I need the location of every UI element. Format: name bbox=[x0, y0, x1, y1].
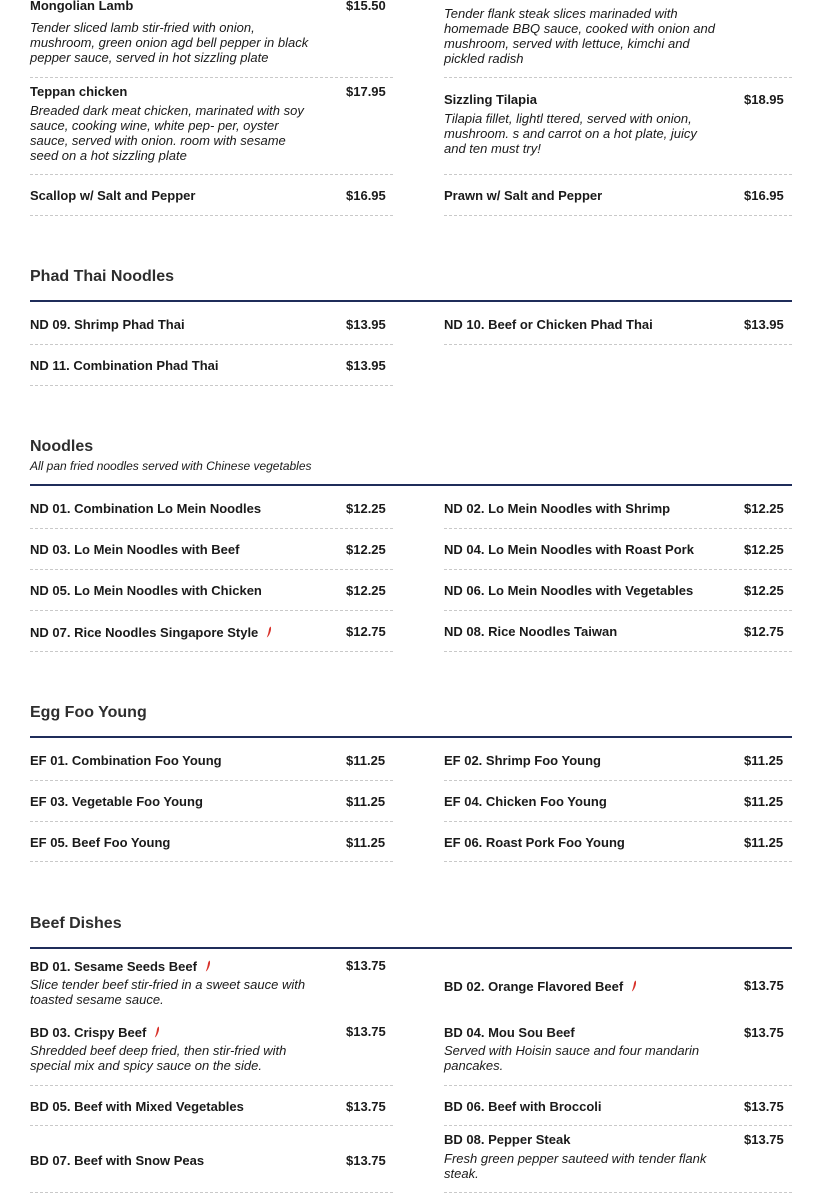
menu-item-sizzling-tilapia bbox=[444, 78, 792, 175]
item-price: $13.75 bbox=[346, 1099, 386, 1114]
item-name: ND 06. Lo Mein Noodles with Vegetables bbox=[444, 583, 694, 598]
item-price: $11.25 bbox=[744, 835, 784, 850]
item-name: Teppan chicken bbox=[30, 84, 128, 99]
item-price: $13.75 bbox=[346, 1024, 386, 1039]
menu-item bbox=[444, 822, 792, 862]
item-price: $16.95 bbox=[346, 188, 386, 203]
item-price: $13.75 bbox=[744, 1132, 784, 1147]
item-name: EF 02. Shrimp Foo Young bbox=[444, 753, 601, 768]
item-name: ND 05. Lo Mein Noodles with Chicken bbox=[30, 583, 262, 598]
section-divider bbox=[30, 484, 792, 486]
item-description: Tender sliced lamb stir-fried with onion, mushroom, green onion agd bell pepper in black pepper sauce, served in hot sizzling plate bbox=[30, 20, 309, 65]
menu-item bbox=[444, 1017, 792, 1086]
menu-item bbox=[444, 304, 792, 345]
item-name: ND 03. Lo Mein Noodles with Beef bbox=[30, 542, 240, 557]
menu-item bbox=[30, 781, 393, 822]
item-price: $13.95 bbox=[744, 317, 784, 332]
menu-item-prawn bbox=[444, 175, 792, 216]
menu-item bbox=[30, 822, 393, 862]
item-description: Tender flank steak slices marinaded with homemade BBQ sauce, cooked with onion and mushroom, served with lettuce, kimchi and pickled radish bbox=[444, 6, 716, 66]
item-name: BD 04. Mou Sou Beef bbox=[444, 1025, 575, 1040]
item-name-wrap bbox=[30, 959, 211, 974]
item-price: $12.25 bbox=[346, 542, 386, 557]
item-name: Sizzling Tilapia bbox=[444, 92, 537, 107]
item-name: BD 01. Sesame Seeds Beef bbox=[30, 959, 197, 974]
item-name: BD 08. Pepper Steak bbox=[444, 1132, 571, 1147]
menu-item bbox=[444, 570, 792, 611]
menu-item-scallop bbox=[30, 175, 393, 216]
section-title-noodles: Noodles bbox=[30, 438, 94, 455]
item-price: $17.95 bbox=[346, 84, 386, 99]
item-price: $18.95 bbox=[744, 92, 784, 107]
menu-item bbox=[30, 345, 393, 386]
item-name: Mongolian Lamb bbox=[30, 0, 134, 13]
item-description: Shredded beef deep fried, then stir-fried with special mix and spicy sauce on the side. bbox=[30, 1043, 287, 1073]
item-name: EF 04. Chicken Foo Young bbox=[444, 794, 607, 809]
menu-item bbox=[444, 740, 792, 781]
item-price: $12.75 bbox=[346, 624, 386, 639]
item-name: EF 06. Roast Pork Foo Young bbox=[444, 835, 625, 850]
item-price: $11.25 bbox=[744, 794, 784, 809]
item-name: BD 02. Orange Flavored Beef bbox=[444, 979, 624, 994]
item-price: $13.95 bbox=[346, 317, 386, 332]
menu-item bbox=[30, 1086, 393, 1126]
menu-item bbox=[444, 611, 792, 652]
item-name: ND 01. Combination Lo Mein Noodles bbox=[30, 501, 262, 516]
chili-pepper-icon bbox=[205, 960, 211, 972]
item-price: $13.75 bbox=[744, 978, 784, 993]
item-price: $12.75 bbox=[744, 624, 784, 639]
menu-item bbox=[30, 529, 393, 570]
item-price: $11.25 bbox=[346, 835, 386, 850]
menu-item bbox=[30, 951, 393, 1017]
chili-pepper-icon bbox=[266, 626, 272, 638]
item-name: ND 11. Combination Phad Thai bbox=[30, 358, 219, 373]
item-name: EF 01. Combination Foo Young bbox=[30, 753, 222, 768]
item-name: ND 08. Rice Noodles Taiwan bbox=[444, 624, 618, 639]
item-name: BD 05. Beef with Mixed Vegetables bbox=[30, 1099, 244, 1114]
item-price: $12.25 bbox=[346, 501, 386, 516]
item-name: EF 03. Vegetable Foo Young bbox=[30, 794, 203, 809]
item-description: Slice tender beef stir-fried in a sweet sauce with toasted sesame sauce. bbox=[30, 977, 306, 1007]
item-name-wrap bbox=[30, 625, 272, 640]
chili-pepper-icon bbox=[631, 980, 637, 992]
item-description: Breaded dark meat chicken, marinated with soy sauce, cooking wine, white pep- per, oyster sauce, served with onion. room with sesame seed on a hot sizzling plate bbox=[30, 103, 304, 163]
menu-item bbox=[30, 488, 393, 529]
section-title-beef: Beef Dishes bbox=[30, 915, 122, 932]
menu-item bbox=[444, 488, 792, 529]
menu-item bbox=[30, 1126, 393, 1193]
menu-item bbox=[444, 1086, 792, 1126]
item-price: $11.25 bbox=[346, 794, 386, 809]
item-name: EF 05. Beef Foo Young bbox=[30, 835, 171, 850]
item-description: Served with Hoisin sauce and four mandarin pancakes. bbox=[444, 1043, 700, 1073]
item-name-wrap bbox=[444, 979, 637, 994]
section-title-egg-foo-young: Egg Foo Young bbox=[30, 704, 147, 721]
item-price: $13.75 bbox=[346, 1153, 386, 1168]
chili-pepper-icon bbox=[154, 1026, 160, 1038]
item-price: $12.25 bbox=[744, 583, 784, 598]
item-price: $12.25 bbox=[346, 583, 386, 598]
item-price: $11.25 bbox=[744, 753, 784, 768]
menu-item bbox=[444, 951, 792, 1017]
item-name: BD 07. Beef with Snow Peas bbox=[30, 1153, 205, 1168]
section-divider bbox=[30, 736, 792, 738]
item-name: Prawn w/ Salt and Pepper bbox=[444, 188, 603, 203]
item-price: $16.95 bbox=[744, 188, 784, 203]
item-price: $13.75 bbox=[744, 1099, 784, 1114]
item-price: $13.95 bbox=[346, 358, 386, 373]
section-note: All pan fried noodles served with Chinese vegetables bbox=[30, 459, 312, 473]
item-name: Scallop w/ Salt and Pepper bbox=[30, 188, 196, 203]
item-price: $12.25 bbox=[744, 501, 784, 516]
menu-item bbox=[30, 570, 393, 611]
menu-item bbox=[30, 740, 393, 781]
menu-item bbox=[30, 304, 393, 345]
section-divider bbox=[30, 947, 792, 949]
item-name: BD 03. Crispy Beef bbox=[30, 1025, 147, 1040]
menu-item bbox=[444, 529, 792, 570]
item-description: Tilapia fillet, lightl ttered, served with onion, mushroom. s and carrot on a hot plate, juicy and ten must try! bbox=[444, 111, 697, 156]
menu-item bbox=[444, 1126, 792, 1193]
item-name: ND 04. Lo Mein Noodles with Roast Pork bbox=[444, 542, 694, 557]
item-name: ND 02. Lo Mein Noodles with Shrimp bbox=[444, 501, 671, 516]
item-price: $15.50 bbox=[346, 0, 386, 13]
section-divider bbox=[30, 300, 792, 302]
menu-item-steak bbox=[444, 0, 792, 78]
menu-item bbox=[30, 611, 393, 652]
item-name: ND 07. Rice Noodles Singapore Style bbox=[30, 625, 259, 640]
item-price: $12.25 bbox=[744, 542, 784, 557]
item-price: $13.75 bbox=[346, 958, 386, 973]
item-name: BD 06. Beef with Broccoli bbox=[444, 1099, 602, 1114]
item-price: $11.25 bbox=[346, 753, 386, 768]
item-name-wrap bbox=[30, 1025, 160, 1040]
menu-item bbox=[30, 1017, 393, 1086]
item-description: Fresh green pepper sauteed with tender flank steak. bbox=[444, 1151, 707, 1181]
item-price: $13.75 bbox=[744, 1025, 784, 1040]
item-name: ND 09. Shrimp Phad Thai bbox=[30, 317, 185, 332]
menu-item-teppan-chicken bbox=[30, 78, 393, 175]
menu-item-mongolian-lamb bbox=[30, 0, 393, 78]
menu-item bbox=[444, 781, 792, 822]
section-title-phad-thai: Phad Thai Noodles bbox=[30, 268, 175, 285]
item-name: ND 10. Beef or Chicken Phad Thai bbox=[444, 317, 653, 332]
